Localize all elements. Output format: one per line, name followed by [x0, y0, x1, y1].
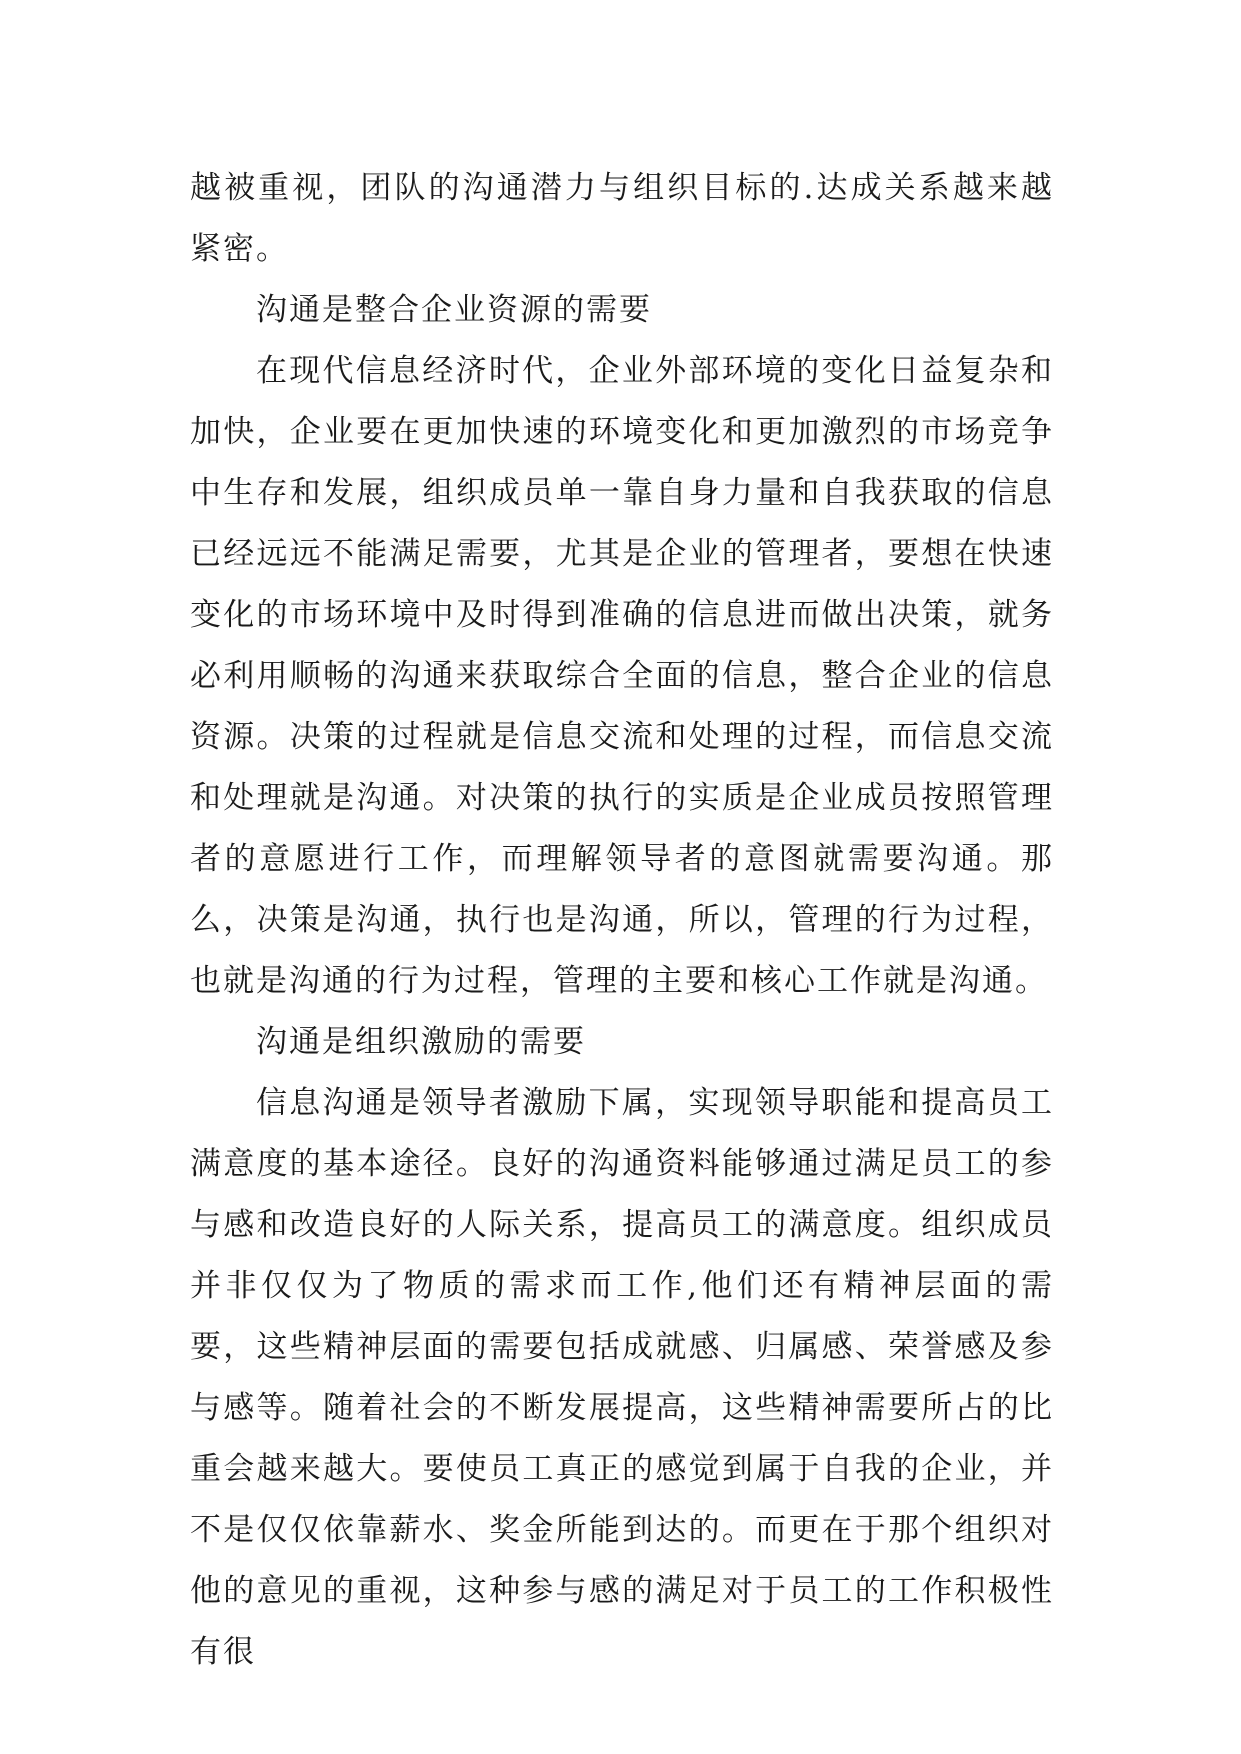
- section-heading-motivation: 沟通是组织激励的需要: [256, 1024, 586, 1060]
- paragraph-continued: 越被重视，团队的沟通潜力与组织目标的.达成关系越来越紧密。: [190, 170, 1054, 267]
- paragraph-motivation: 信息沟通是领导者激励下属，实现领导职能和提高员工满意度的基本途径。良好的沟通资料能够通过满足员工的参与感和改造良好的人际关系，提高员工的满意度。组织成员并非仅仅为了物质的需求而工作,他们还有精神层面的需要，这些精神层面的需要包括成就感、归属感、荣誉感及参与感等。随着社会的不断发展提高，这些精神需要所占的比重会越来越大。要使员工真正的感觉到属于自我的企业，并不是仅仅依靠薪水、奖金所能到达的。而更在于那个组织对他的意见的重视，这种参与感的满足对于员工的工作积极性有很: [190, 1085, 1054, 1670]
- body-text: [190, 158, 1054, 1683]
- section-heading-resources: 沟通是整合企业资源的需要: [256, 292, 652, 328]
- paragraph-resources: 在现代信息经济时代，企业外部环境的变化日益复杂和加快，企业要在更加快速的环境变化和更加激烈的市场竞争中生存和发展，组织成员单一靠自身力量和自我获取的信息已经远远不能满足需要，尤其是企业的管理者，要想在快速变化的市场环境中及时得到准确的信息进而做出决策，就务必利用顺畅的沟通来获取综合全面的信息，整合企业的信息资源。决策的过程就是信息交流和处理的过程，而信息交流和处理就是沟通。对决策的执行的实质是企业成员按照管理者的意愿进行工作，而理解领导者的意图就需要沟通。那么，决策是沟通，执行也是沟通，所以，管理的行为过程，也就是沟通的行为过程，管理的主要和核心工作就是沟通。: [190, 353, 1054, 999]
